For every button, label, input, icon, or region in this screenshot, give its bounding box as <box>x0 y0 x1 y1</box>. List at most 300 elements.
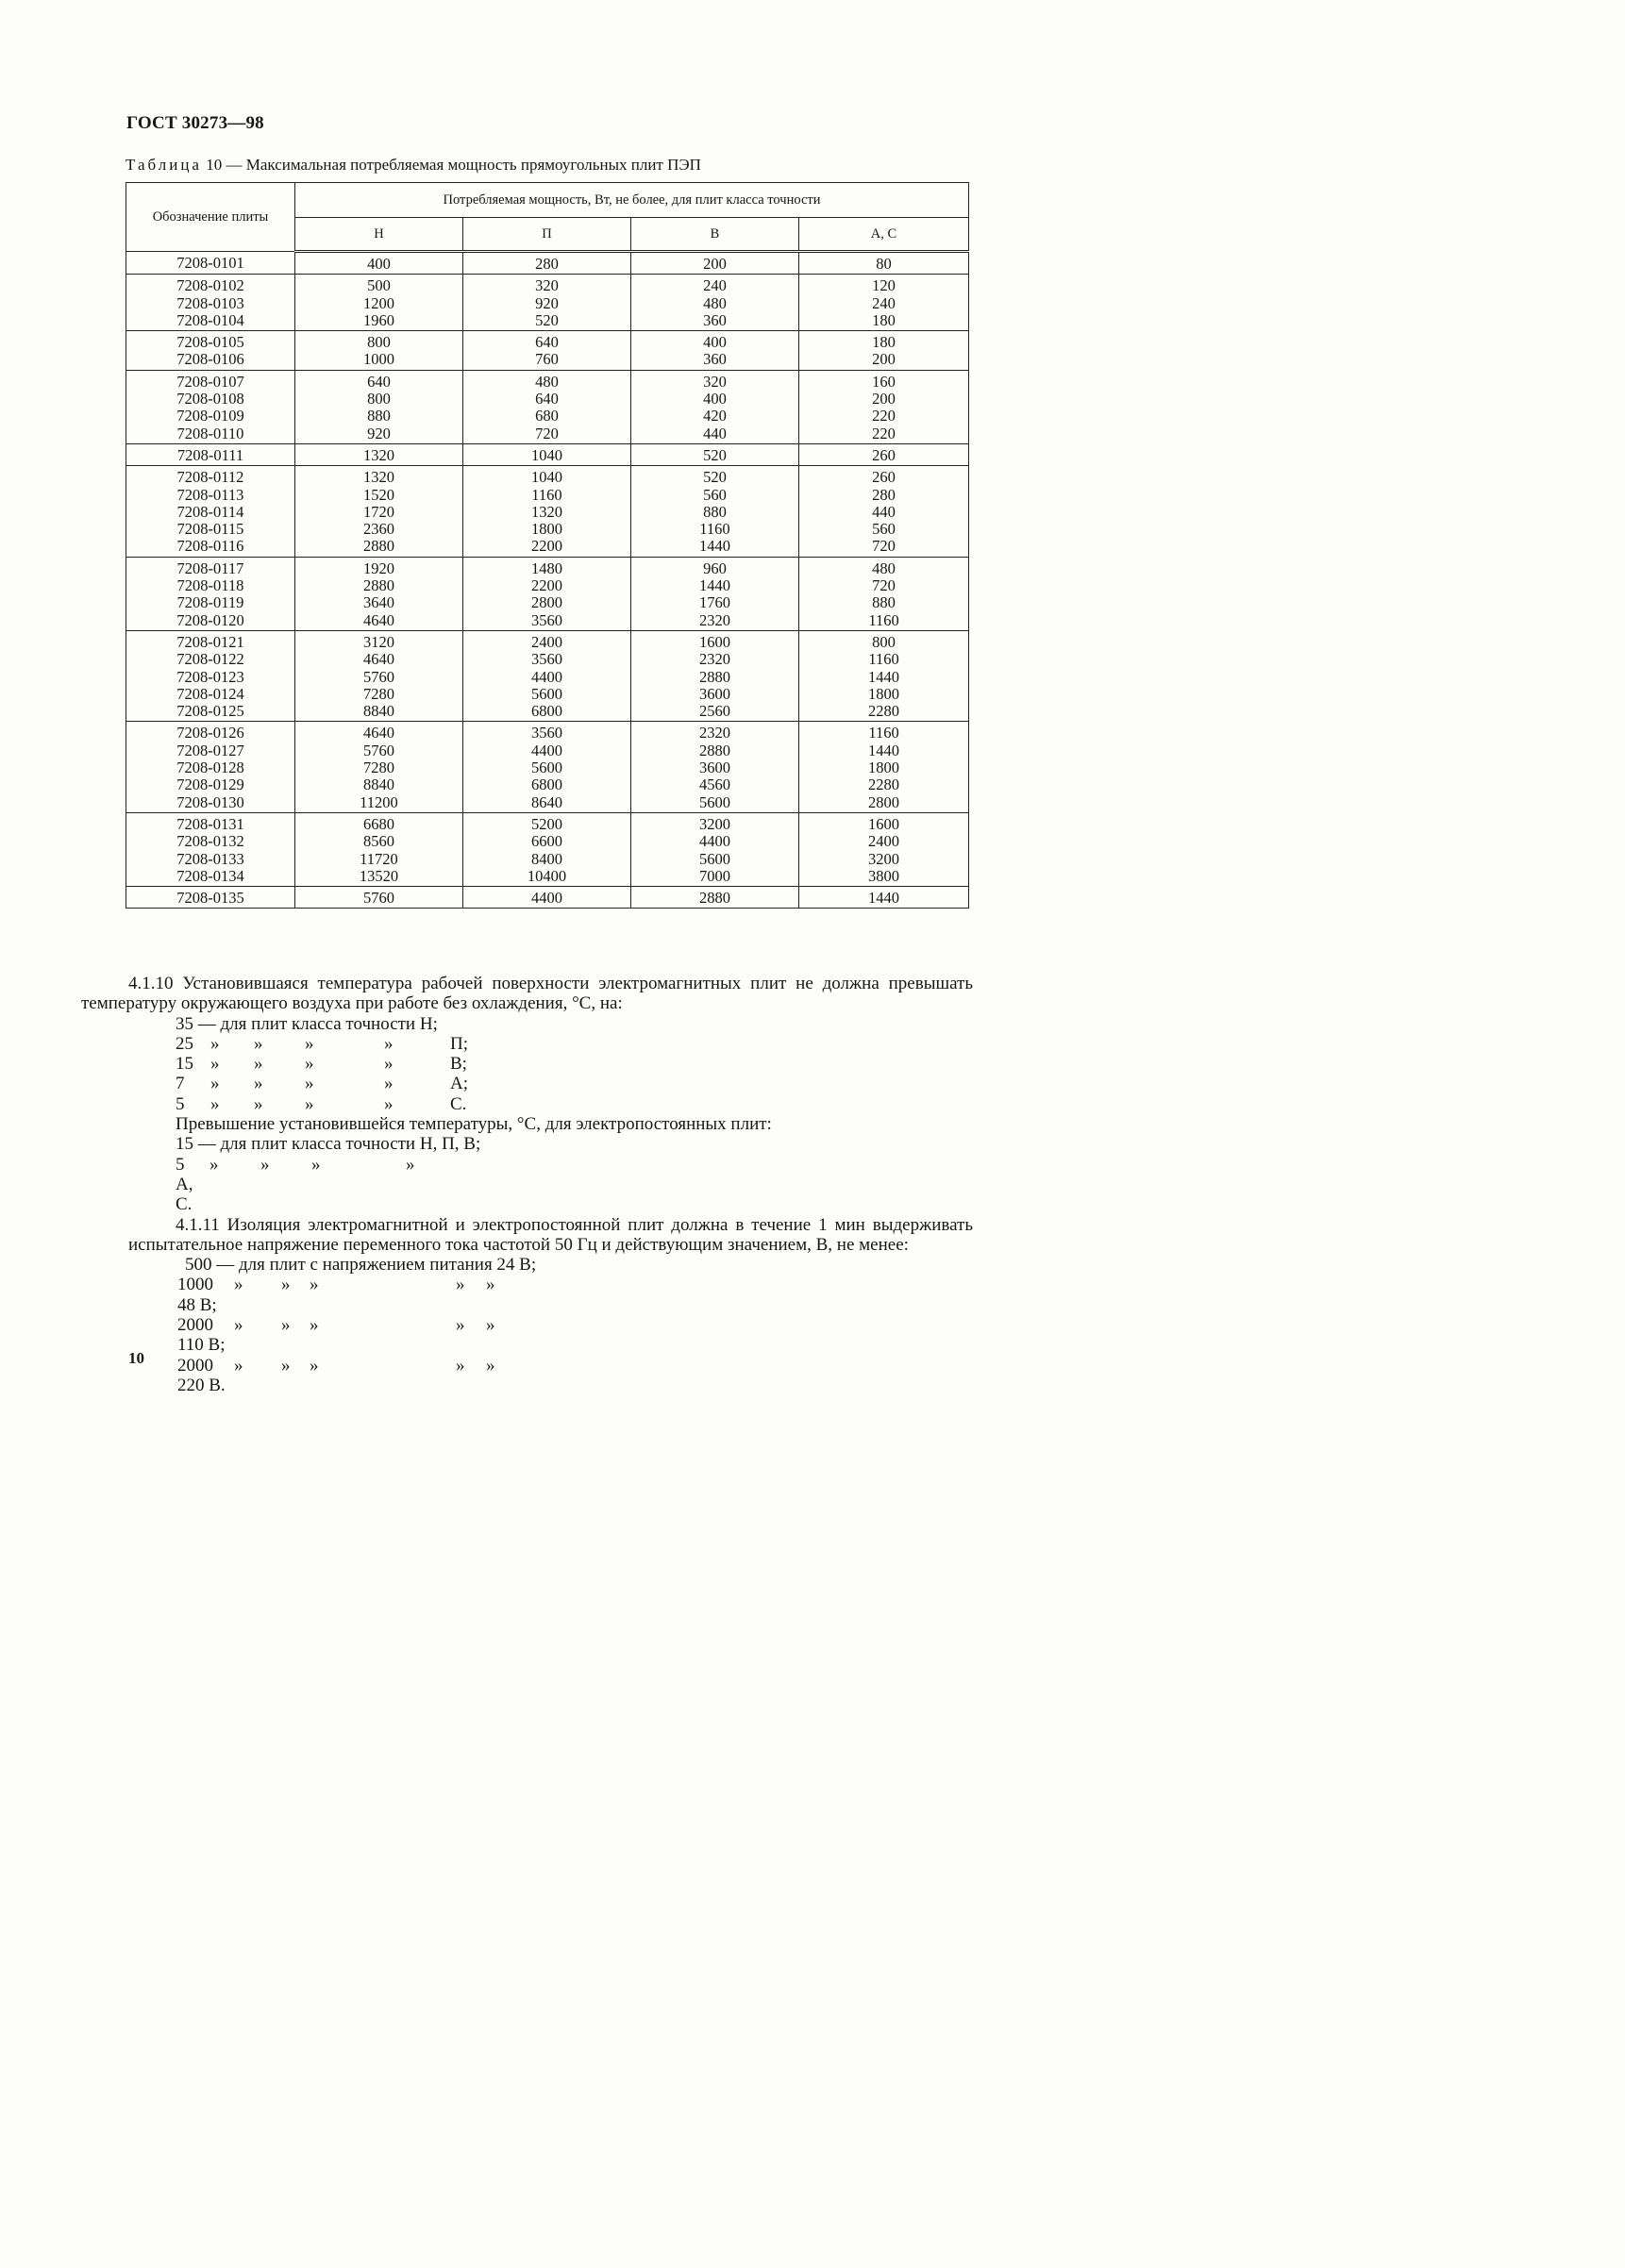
cell-line: 1600 <box>699 632 730 651</box>
list-item-part: » <box>456 1315 465 1336</box>
cell-line: 7208-0104 <box>176 310 244 329</box>
cell-line: 7208-0115 <box>176 520 244 539</box>
paragraph-4-1-11: 4.1.11 Изоляция электромагнитной и электропостоянной плит должна в течение 1 мин выдерживать испытательное напряжение переменного тока частотой 50 Гц и действующим значением, В, не менее: <box>128 1214 973 1255</box>
excess-line-npv: 15 — для плит класса точности Н, П, В; <box>176 1134 481 1155</box>
cell-line: 440 <box>872 502 896 521</box>
cell-line: 3600 <box>699 684 730 703</box>
temperature-list <box>128 1034 973 1114</box>
cell-line: 7208-0109 <box>176 407 244 425</box>
cell-line: 5760 <box>363 889 394 908</box>
cell-line: 1160 <box>868 610 899 629</box>
list-item-part: » <box>384 1074 394 1094</box>
cell-line: 8640 <box>531 792 562 811</box>
cell-line: 880 <box>872 593 896 612</box>
cell-line: 500 <box>367 276 391 295</box>
cell-line: 200 <box>872 350 896 369</box>
cell-power <box>799 466 969 557</box>
cell-line: 2320 <box>699 610 730 629</box>
cell-line: 1720 <box>363 502 394 521</box>
list-item-part: » <box>210 1033 220 1054</box>
list-item-part: » <box>281 1315 291 1336</box>
table-caption-text: 10 — Максимальная потребляемая мощность прямоугольных плит ПЭП <box>201 156 701 174</box>
cell-line: 6680 <box>363 814 394 833</box>
cell-line: 7208-0101 <box>176 254 244 272</box>
cell-line: 4560 <box>699 775 730 794</box>
cell-line: 2560 <box>699 702 730 721</box>
cell-line: 4400 <box>531 741 562 759</box>
cell-line: 8560 <box>363 832 394 851</box>
cell-line: 7208-0103 <box>176 293 244 312</box>
cell-line: 3800 <box>868 866 899 885</box>
list-item-part: » <box>254 1093 263 1114</box>
table-row-group <box>126 443 969 465</box>
list-item-part: » <box>310 1315 319 1336</box>
document-header: ГОСТ 30273—98 <box>126 113 264 133</box>
table-row-group <box>126 331 969 371</box>
cell-power <box>799 331 969 371</box>
cell-line: 260 <box>872 445 896 464</box>
list-item-part: » <box>210 1054 220 1075</box>
power-table <box>126 182 969 909</box>
cell-line: 6600 <box>531 832 562 851</box>
cell-line: 800 <box>872 632 896 651</box>
cell-line: 520 <box>535 310 559 329</box>
list-item-part: » <box>406 1154 415 1175</box>
list-item-part: » <box>209 1154 219 1175</box>
cell-designation <box>126 370 295 443</box>
cell-power <box>631 812 799 886</box>
cell-line: 7208-0108 <box>176 390 244 409</box>
cell-line: 720 <box>535 424 559 442</box>
cell-line: 2880 <box>363 576 394 595</box>
cell-line: 3640 <box>363 593 394 612</box>
cell-power <box>463 630 631 721</box>
cell-power <box>799 887 969 909</box>
cell-line: 800 <box>367 390 391 409</box>
cell-line: 1320 <box>363 445 394 464</box>
cell-line: 7000 <box>699 866 730 885</box>
cell-line: 7208-0122 <box>176 650 244 669</box>
list-item-part: » <box>254 1074 263 1094</box>
cell-line: 1440 <box>868 667 899 686</box>
list-item-part: 25 <box>176 1033 193 1054</box>
list-item-part: » <box>311 1154 321 1175</box>
cell-line: 7208-0135 <box>176 889 244 908</box>
cell-line: 520 <box>703 468 727 487</box>
cell-line: 5600 <box>531 684 562 703</box>
cell-line: 880 <box>703 502 727 521</box>
cell-line: 7208-0110 <box>176 424 244 442</box>
list-item <box>128 1315 973 1356</box>
cell-line: 7208-0111 <box>176 445 244 464</box>
cell-line: 7208-0125 <box>176 702 244 721</box>
cell-power <box>295 812 463 886</box>
cell-power <box>463 443 631 465</box>
list-item-part: » <box>260 1154 270 1175</box>
cell-line: 1800 <box>531 520 562 539</box>
cell-line: 1760 <box>699 593 730 612</box>
cell-line: 1160 <box>868 724 899 742</box>
header-class-v: В <box>631 218 799 252</box>
cell-power <box>799 252 969 275</box>
cell-line: 1000 <box>363 350 394 369</box>
list-item <box>128 1155 973 1215</box>
cell-designation <box>126 557 295 630</box>
cell-line: 7208-0106 <box>176 350 244 369</box>
cell-line: 6800 <box>531 775 562 794</box>
paragraph-4-1-10: 4.1.10 Установившаяся температура рабочей поверхности электромагнитных плит не должна превышать температуру окружающего воздуха при работе без охлаждения, °С, на: <box>81 974 973 1014</box>
cell-line: 10400 <box>527 866 567 885</box>
cell-line: 1960 <box>363 310 394 329</box>
header-class-ac: А, С <box>799 218 969 252</box>
cell-power <box>295 331 463 371</box>
cell-line: 7208-0127 <box>176 741 244 759</box>
cell-line: 720 <box>872 576 896 595</box>
cell-line: 800 <box>367 333 391 352</box>
cell-line: 180 <box>872 310 896 329</box>
cell-line: 7208-0124 <box>176 684 244 703</box>
list-item-part: » <box>305 1033 314 1054</box>
list-item-part: » <box>486 1275 495 1295</box>
cell-line: 7208-0133 <box>176 849 244 868</box>
cell-power <box>295 887 463 909</box>
list-item-part: » <box>456 1275 465 1295</box>
page-number: 10 <box>128 1349 144 1367</box>
cell-power <box>295 370 463 443</box>
cell-power <box>295 252 463 275</box>
cell-power <box>631 557 799 630</box>
cell-line: 2320 <box>699 724 730 742</box>
cell-power <box>631 331 799 371</box>
cell-line: 7208-0114 <box>176 502 244 521</box>
list-item <box>128 1074 973 1093</box>
cell-line: 5760 <box>363 741 394 759</box>
cell-line: 7208-0105 <box>176 333 244 352</box>
cell-designation <box>126 443 295 465</box>
excess-line-ac <box>128 1155 973 1215</box>
cell-line: 1440 <box>868 741 899 759</box>
list-item-part: 2000 <box>177 1315 213 1336</box>
cell-power <box>463 466 631 557</box>
cell-line: 680 <box>535 407 559 425</box>
cell-line: 200 <box>703 255 727 273</box>
cell-line: 8400 <box>531 849 562 868</box>
cell-power <box>631 466 799 557</box>
cell-line: 4640 <box>363 650 394 669</box>
cell-line: 6800 <box>531 702 562 721</box>
list-item-part: 7 <box>176 1074 185 1094</box>
cell-line: 2360 <box>363 520 394 539</box>
cell-line: 5200 <box>531 814 562 833</box>
cell-line: 760 <box>535 350 559 369</box>
table-row-group <box>126 887 969 909</box>
cell-line: 160 <box>872 372 896 391</box>
cell-line: 2280 <box>868 702 899 721</box>
list-item-part: » <box>254 1054 263 1075</box>
list-item-part: » <box>310 1355 319 1376</box>
list-item-part: » <box>281 1355 291 1376</box>
cell-line: 7208-0121 <box>176 632 244 651</box>
cell-power <box>463 331 631 371</box>
list-item <box>128 1054 973 1074</box>
cell-designation <box>126 275 295 331</box>
cell-line: 360 <box>703 310 727 329</box>
cell-line: 440 <box>703 424 727 442</box>
cell-line: 4400 <box>531 667 562 686</box>
cell-line: 960 <box>703 559 727 577</box>
cell-power <box>295 275 463 331</box>
table-row-group <box>126 812 969 886</box>
cell-line: 560 <box>703 485 727 504</box>
cell-power <box>631 370 799 443</box>
cell-power <box>463 812 631 886</box>
list-item-part: » <box>234 1355 243 1376</box>
cell-line: 3200 <box>699 814 730 833</box>
list-item-part: » <box>281 1275 291 1295</box>
temperature-line-h: 35 — для плит класса точности Н; <box>176 1013 438 1034</box>
cell-line: 7208-0132 <box>176 832 244 851</box>
table-row-group <box>126 370 969 443</box>
cell-line: 1800 <box>868 684 899 703</box>
list-item-part: П; <box>450 1033 468 1054</box>
list-item-part: 15 <box>176 1054 193 1075</box>
cell-line: 8840 <box>363 775 394 794</box>
cell-line: 2400 <box>531 632 562 651</box>
cell-line: 11720 <box>360 849 398 868</box>
cell-power <box>295 722 463 812</box>
list-item <box>128 1275 973 1315</box>
body-text <box>81 974 973 1395</box>
cell-line: 1160 <box>531 485 562 504</box>
cell-line: 3560 <box>531 650 562 669</box>
cell-designation <box>126 466 295 557</box>
cell-power <box>463 252 631 275</box>
cell-line: 7208-0128 <box>176 759 244 777</box>
cell-power <box>799 443 969 465</box>
cell-line: 1600 <box>868 814 899 833</box>
cell-line: 640 <box>535 333 559 352</box>
cell-power <box>799 722 969 812</box>
cell-line: 7208-0112 <box>176 468 244 487</box>
cell-power <box>799 275 969 331</box>
list-item-part: » <box>384 1054 394 1075</box>
cell-line: 7208-0134 <box>176 866 244 885</box>
list-item-part: » <box>456 1355 465 1376</box>
cell-power <box>463 275 631 331</box>
cell-designation <box>126 887 295 909</box>
cell-line: 7208-0123 <box>176 667 244 686</box>
cell-power <box>295 557 463 630</box>
table-caption-label: Таблица <box>126 156 202 174</box>
cell-line: 7208-0107 <box>176 372 244 391</box>
list-item-part: » <box>305 1074 314 1094</box>
list-item-part: А, С. <box>176 1174 193 1215</box>
cell-line: 1920 <box>363 559 394 577</box>
list-item-part: » <box>384 1033 394 1054</box>
cell-line: 3200 <box>868 849 899 868</box>
cell-designation <box>126 630 295 721</box>
cell-line: 1440 <box>699 576 730 595</box>
cell-line: 1520 <box>363 485 394 504</box>
list-item-part: С. <box>450 1093 467 1114</box>
cell-line: 280 <box>535 255 559 273</box>
cell-line: 4400 <box>531 889 562 908</box>
cell-line: 1440 <box>868 889 899 908</box>
list-item-part: » <box>210 1093 220 1114</box>
cell-power <box>463 722 631 812</box>
table-row-group <box>126 252 969 275</box>
cell-line: 1480 <box>531 559 562 577</box>
cell-power <box>799 812 969 886</box>
list-item-part: » <box>305 1054 314 1075</box>
list-item-part: А; <box>450 1074 468 1094</box>
cell-line: 7208-0126 <box>176 724 244 742</box>
cell-line: 400 <box>703 333 727 352</box>
cell-power <box>631 275 799 331</box>
cell-line: 260 <box>872 468 896 487</box>
table-caption <box>126 156 701 175</box>
cell-designation <box>126 252 295 275</box>
cell-line: 5760 <box>363 667 394 686</box>
list-item-part: » <box>210 1074 220 1094</box>
cell-power <box>631 630 799 721</box>
cell-line: 11200 <box>360 792 398 811</box>
cell-line: 7280 <box>363 759 394 777</box>
cell-line: 220 <box>872 407 896 425</box>
cell-line: 560 <box>872 520 896 539</box>
cell-line: 7208-0117 <box>176 559 244 577</box>
list-item-part: » <box>254 1033 263 1054</box>
cell-line: 1160 <box>868 650 899 669</box>
voltage-list <box>128 1275 973 1395</box>
table-row-group <box>126 466 969 557</box>
header-class-h: Н <box>295 218 463 252</box>
list-item-part: 5 <box>176 1093 185 1114</box>
cell-line: 1320 <box>531 502 562 521</box>
table-row-group <box>126 722 969 812</box>
cell-designation <box>126 331 295 371</box>
cell-line: 7208-0116 <box>176 537 244 556</box>
cell-designation <box>126 722 295 812</box>
cell-line: 400 <box>367 255 391 273</box>
cell-line: 5600 <box>699 849 730 868</box>
cell-line: 880 <box>367 407 391 425</box>
cell-line: 1200 <box>363 293 394 312</box>
cell-line: 420 <box>703 407 727 425</box>
list-item-part: 220 В. <box>177 1375 226 1395</box>
list-item <box>128 1094 973 1114</box>
cell-line: 2400 <box>868 832 899 851</box>
header-class-p: П <box>463 218 631 252</box>
cell-line: 7208-0119 <box>176 593 244 612</box>
cell-line: 13520 <box>359 866 399 885</box>
list-item-part: » <box>486 1315 495 1336</box>
cell-line: 1800 <box>868 759 899 777</box>
cell-power <box>295 443 463 465</box>
table-row-group <box>126 630 969 721</box>
cell-power <box>295 630 463 721</box>
cell-power <box>799 557 969 630</box>
cell-line: 1160 <box>699 520 730 539</box>
cell-line: 180 <box>872 333 896 352</box>
cell-line: 7208-0131 <box>176 814 244 833</box>
cell-line: 3560 <box>531 724 562 742</box>
cell-line: 640 <box>367 372 391 391</box>
cell-line: 1040 <box>531 468 562 487</box>
cell-line: 5600 <box>531 759 562 777</box>
table-row-group <box>126 557 969 630</box>
cell-line: 3600 <box>699 759 730 777</box>
cell-line: 7208-0118 <box>176 576 244 595</box>
list-item-part: 2000 <box>177 1355 213 1376</box>
list-item <box>128 1034 973 1054</box>
cell-line: 2880 <box>699 889 730 908</box>
cell-line: 480 <box>703 293 727 312</box>
cell-line: 2880 <box>363 537 394 556</box>
cell-line: 220 <box>872 424 896 442</box>
cell-line: 120 <box>872 276 896 295</box>
cell-line: 480 <box>535 372 559 391</box>
cell-line: 2880 <box>699 667 730 686</box>
cell-power <box>631 722 799 812</box>
header-power-group: Потребляемая мощность, Вт, не более, для плит класса точности <box>295 183 969 218</box>
cell-line: 480 <box>872 559 896 577</box>
cell-line: 7208-0102 <box>176 276 244 295</box>
cell-power <box>799 630 969 721</box>
cell-power <box>463 557 631 630</box>
cell-line: 200 <box>872 390 896 409</box>
cell-line: 7208-0120 <box>176 610 244 629</box>
list-item-part: » <box>486 1355 495 1376</box>
voltage-line-24: 500 — для плит с напряжением питания 24 В; <box>185 1255 537 1276</box>
list-item-part: 5 <box>176 1154 185 1175</box>
cell-line: 2320 <box>699 650 730 669</box>
cell-line: 320 <box>703 372 727 391</box>
cell-line: 80 <box>876 255 892 273</box>
cell-line: 2200 <box>531 576 562 595</box>
table-body <box>126 252 969 909</box>
list-item <box>128 1356 973 1396</box>
cell-power <box>295 466 463 557</box>
cell-line: 8840 <box>363 702 394 721</box>
list-item-part: » <box>305 1093 314 1114</box>
cell-line: 7208-0113 <box>176 485 244 504</box>
cell-line: 320 <box>535 276 559 295</box>
cell-line: 3120 <box>363 632 394 651</box>
list-item-part: 48 В; <box>177 1294 217 1315</box>
header-designation: Обозначение плиты <box>126 183 295 252</box>
cell-power <box>631 252 799 275</box>
cell-power <box>799 370 969 443</box>
cell-line: 2200 <box>531 537 562 556</box>
cell-line: 360 <box>703 350 727 369</box>
cell-line: 4400 <box>699 832 730 851</box>
cell-power <box>463 370 631 443</box>
list-item-part: » <box>310 1275 319 1295</box>
cell-power <box>631 443 799 465</box>
cell-line: 240 <box>872 293 896 312</box>
cell-line: 920 <box>367 424 391 442</box>
cell-line: 2800 <box>868 792 899 811</box>
cell-line: 520 <box>703 445 727 464</box>
cell-line: 1320 <box>363 468 394 487</box>
cell-line: 1040 <box>531 445 562 464</box>
list-item-part: 1000 <box>177 1275 213 1295</box>
cell-line: 280 <box>872 485 896 504</box>
cell-line: 7280 <box>363 684 394 703</box>
cell-power <box>631 887 799 909</box>
cell-designation <box>126 812 295 886</box>
